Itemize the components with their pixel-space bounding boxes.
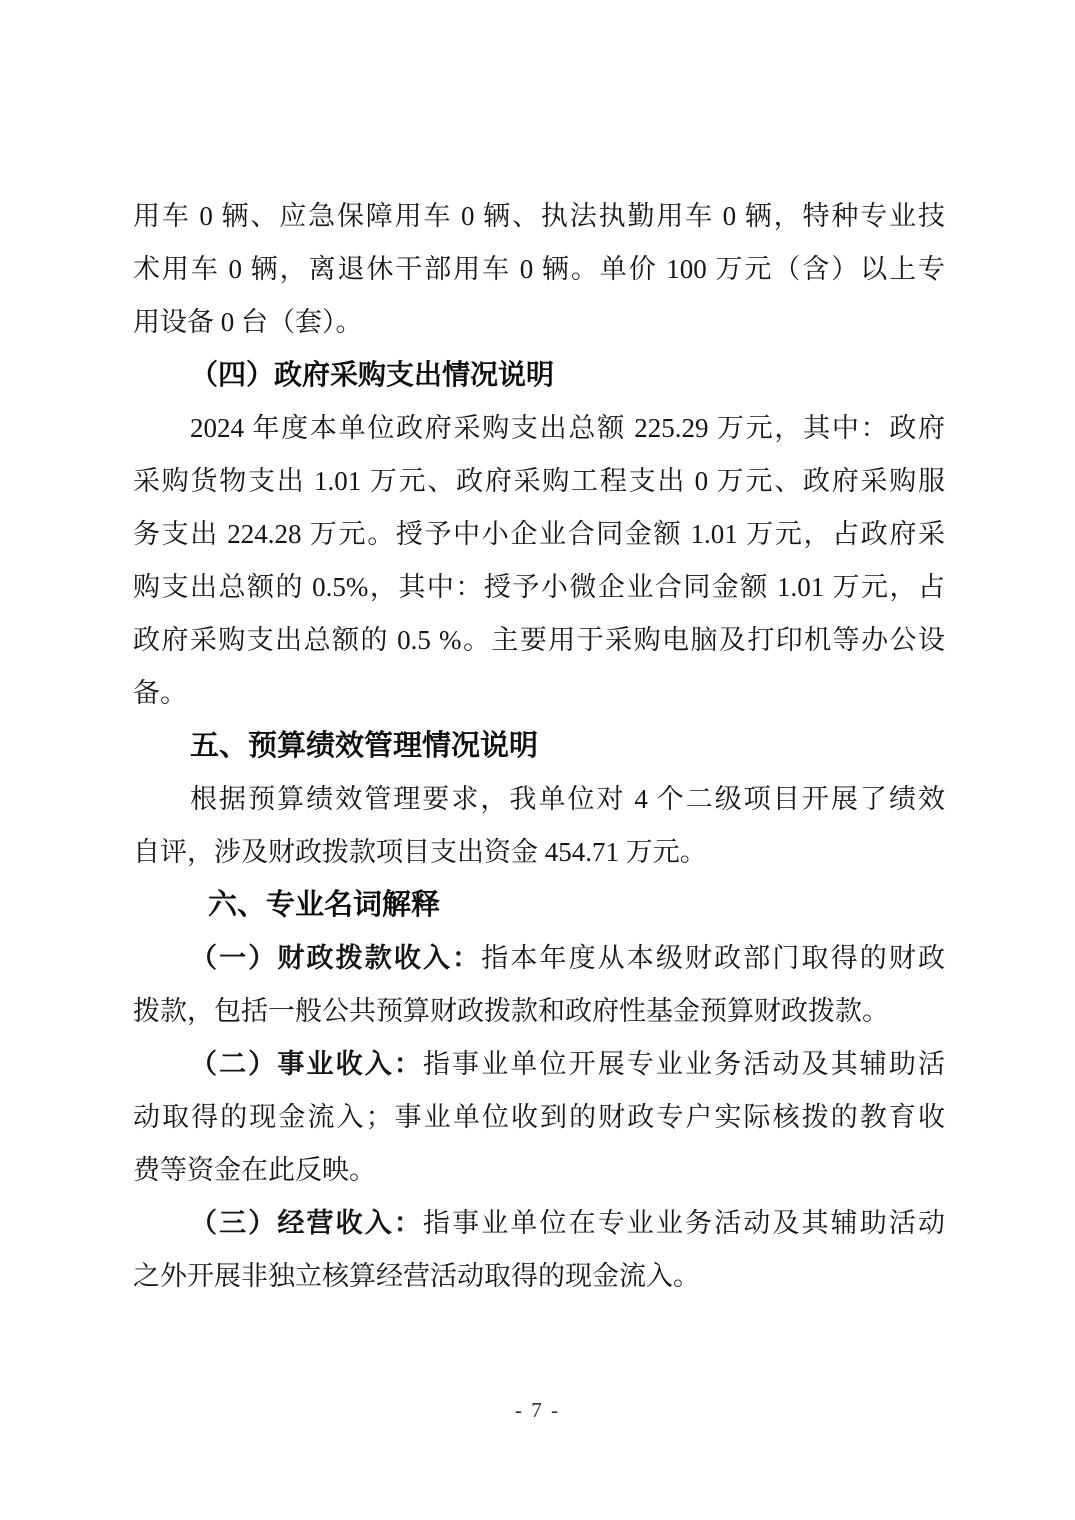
para-term-institutional-income-line: 费等资金在此反映。 [133, 1155, 376, 1185]
para-procurement-spending-line: 2024 年度本单位政府采购支出总额 225.29 万元，其中：政府 [190, 413, 945, 443]
para-term-institutional-income-line: （二）事业收入：指事业单位开展专业业务活动及其辅助活 [190, 1049, 946, 1079]
heading-section-5-budget-performance: 五、预算绩效管理情况说明 [190, 730, 539, 762]
para-procurement-spending-line: 务支出 224.28 万元。授予中小企业合同金额 1.01 万元，占政府采 [133, 519, 945, 549]
para-term-fiscal-appropriation-income-line: （一）财政拨款收入：指本年度从本级财政部门取得的财政 [190, 943, 946, 973]
heading-section-4-government-procurement: （四）政府采购支出情况说明 [190, 360, 555, 391]
para-procurement-spending-line: 购支出总额的 0.5%，其中：授予小微企业合同金额 1.01 万元，占 [133, 572, 945, 602]
para-performance-self-evaluation-line: 根据预算绩效管理要求，我单位对 4 个二级项目开展了绩效 [190, 784, 945, 814]
para-term-institutional-income-line: 动取得的现金流入；事业单位收到的财政专户实际核拨的教育收 [133, 1102, 945, 1132]
para-term-fiscal-appropriation-income-line: 拨款，包括一般公共预算财政拨款和政府性基金预算财政拨款。 [133, 996, 889, 1026]
para-term-operating-income-line: 之外开展非独立核算经营活动取得的现金流入。 [133, 1261, 700, 1291]
para-procurement-spending-line: 采购货物支出 1.01 万元、政府采购工程支出 0 万元、政府采购服 [133, 466, 945, 496]
para-procurement-spending-line: 备。 [133, 678, 187, 708]
term-label: （一）财政拨款收入： [190, 943, 482, 973]
para-performance-self-evaluation-line: 自评，涉及财政拨款项目支出资金 454.71 万元。 [133, 837, 707, 867]
para-procurement-spending-line: 政府采购支出总额的 0.5 %。主要用于采购电脑及打印机等办公设 [133, 625, 945, 655]
para-official-vehicles-continued-line: 术用车 0 辆，离退休干部用车 0 辆。单价 100 万元（含）以上专 [133, 254, 945, 284]
para-official-vehicles-continued-line: 用车 0 辆、应急保障用车 0 辆、执法执勤用车 0 辆，特种专业技 [133, 201, 945, 231]
heading-section-6-terminology: 六、专业名词解释 [208, 889, 441, 921]
term-label: （三）经营收入： [190, 1208, 423, 1238]
para-official-vehicles-continued-line: 用设备 0 台（套）。 [133, 307, 363, 337]
term-label: （二）事业收入： [190, 1049, 423, 1079]
document-body [133, 190, 945, 1303]
page-number: - 7 - [515, 1398, 560, 1422]
para-term-operating-income-line: （三）经营收入：指事业单位在专业业务活动及其辅助活动 [190, 1208, 946, 1238]
